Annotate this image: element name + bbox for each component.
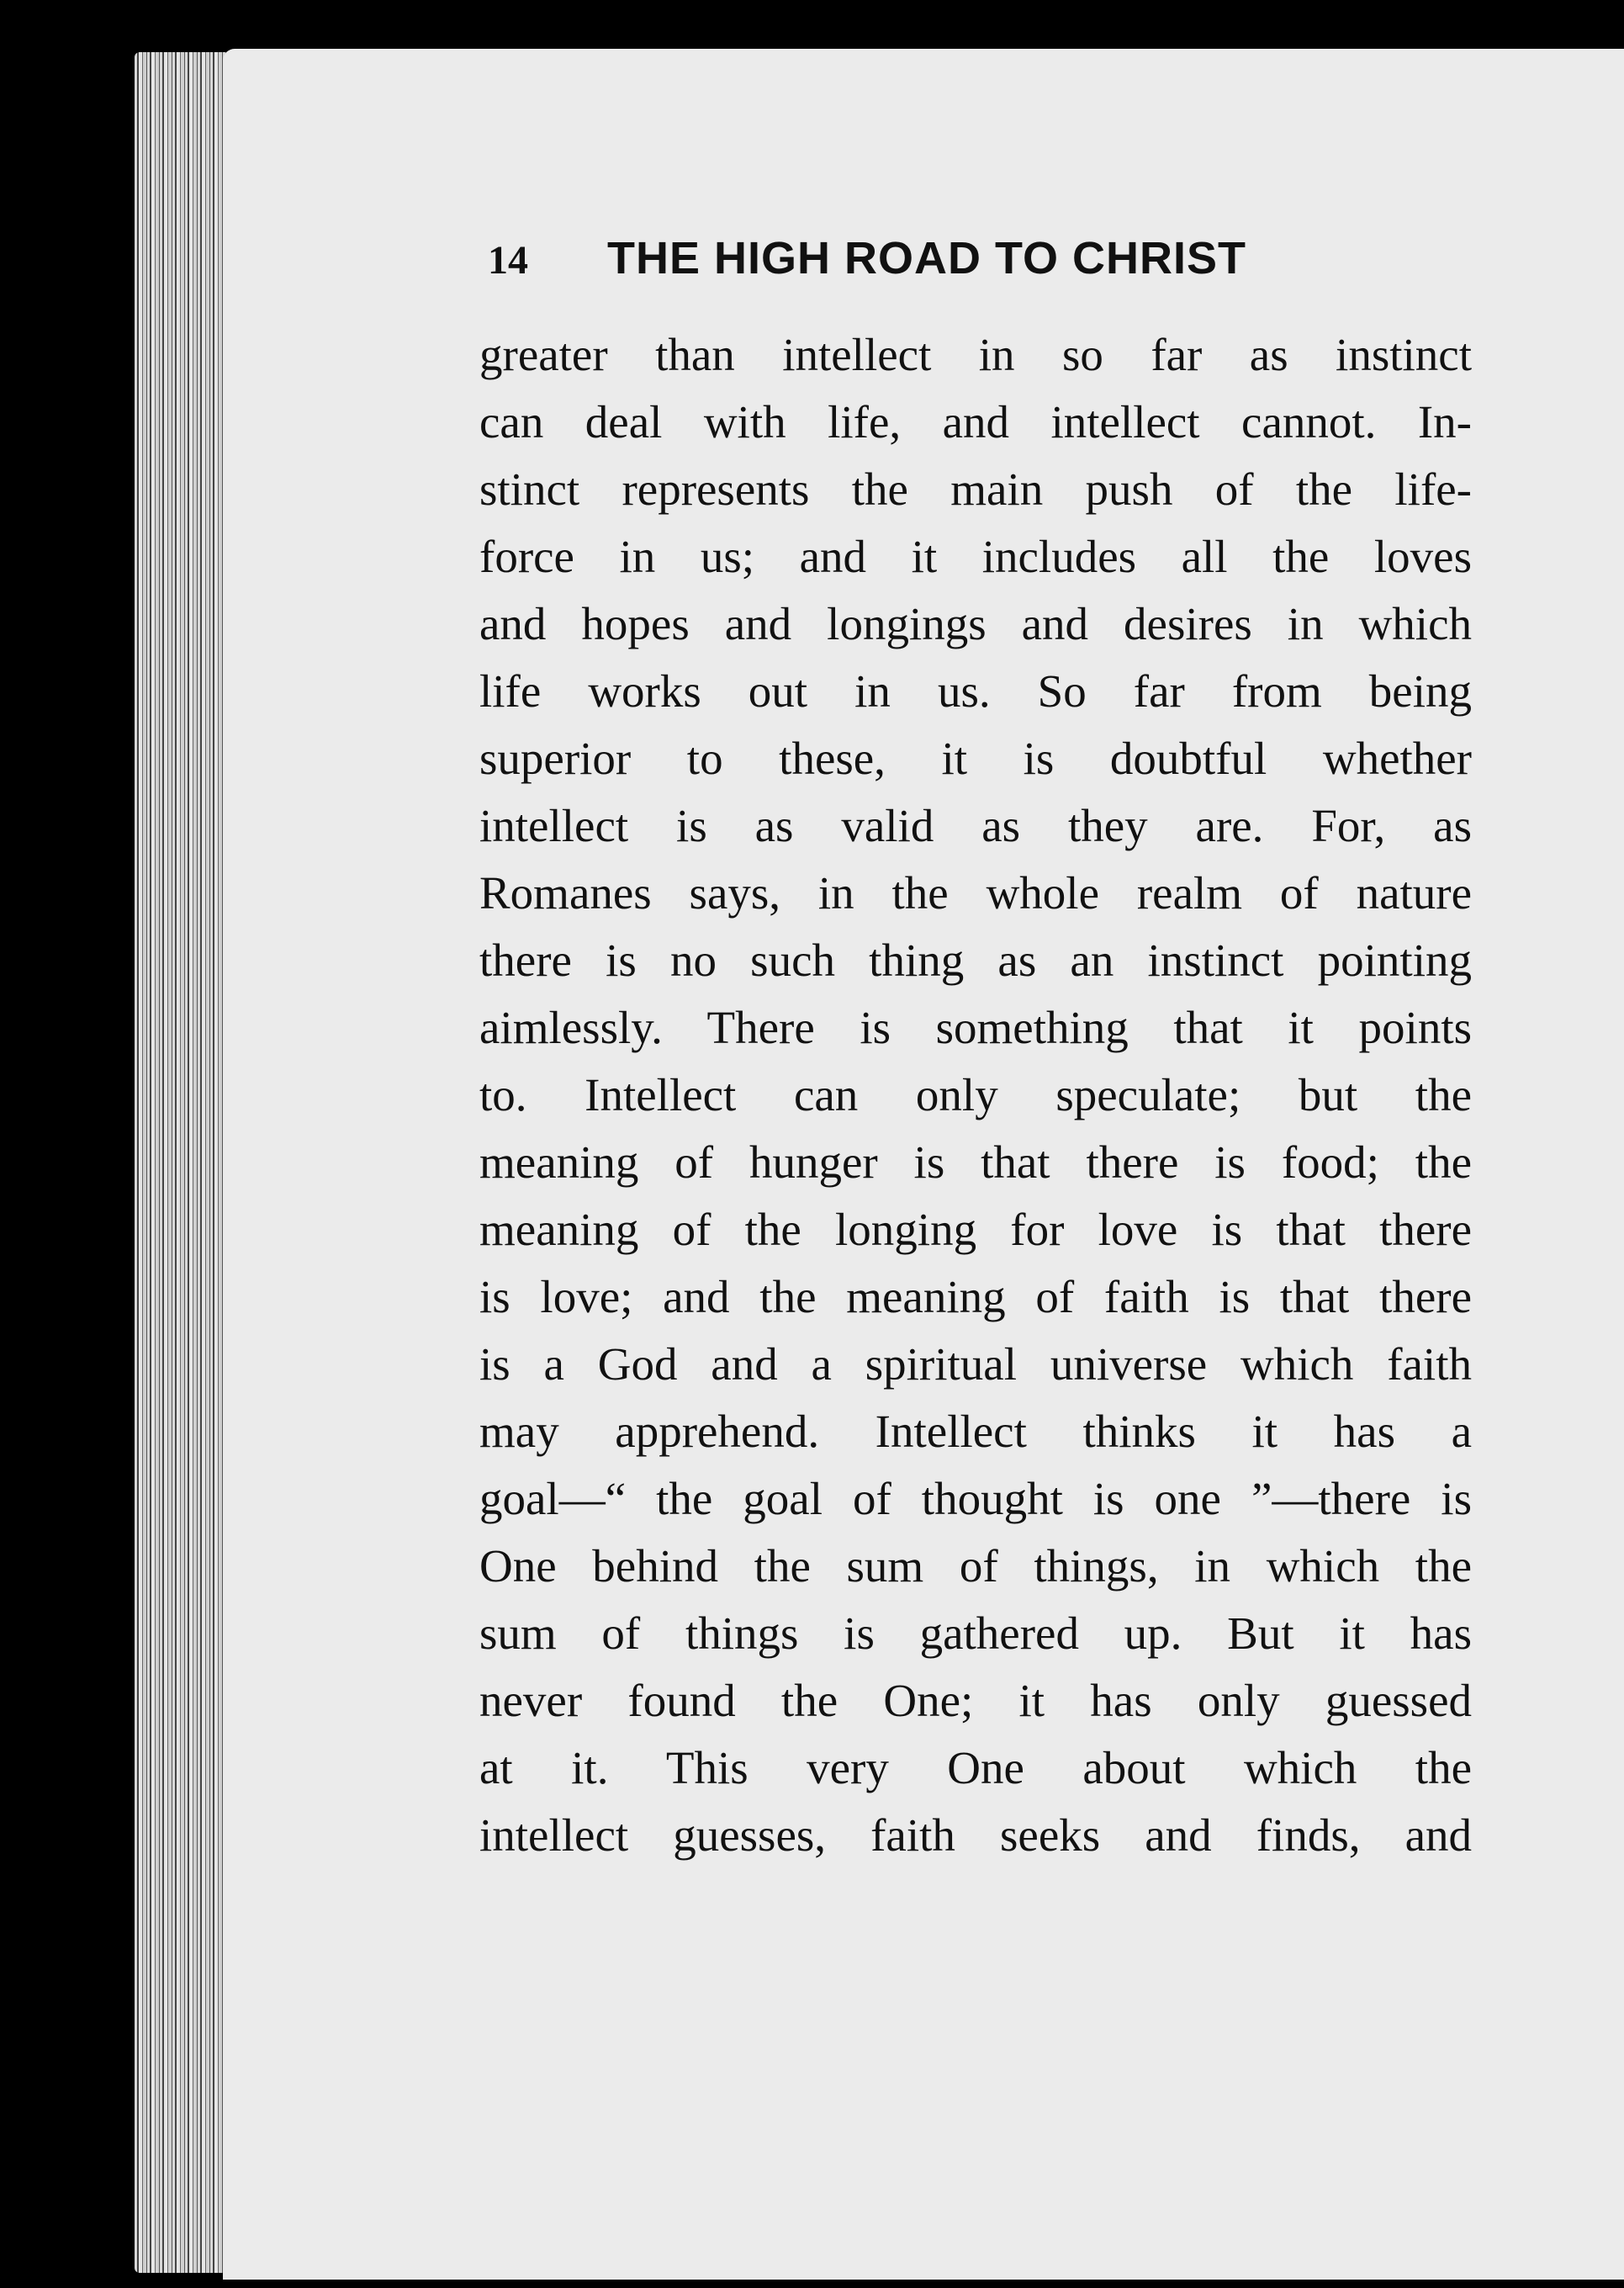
text-line: stinct represents the main push of the life-: [479, 463, 1472, 515]
text-line: at it. This very One about which the: [479, 1742, 1472, 1793]
book-page-edges: [135, 52, 235, 2273]
text-line: Romanes says, in the whole realm of nature: [479, 867, 1472, 919]
text-line: meaning of hunger is that there is food; the: [479, 1136, 1472, 1188]
body-text: [479, 321, 1472, 1869]
text-line: and hopes and longings and desires in which: [479, 598, 1472, 649]
text-line: to. Intellect can only speculate; but the: [479, 1069, 1472, 1120]
text-line: intellect is as valid as they are. For, as: [479, 800, 1472, 851]
page-number: 14: [488, 238, 528, 283]
text-line: is love; and the meaning of faith is that there: [479, 1271, 1472, 1322]
text-line: greater than intellect in so far as instinct: [479, 329, 1472, 380]
text-line: may apprehend. Intellect thinks it has a: [479, 1406, 1472, 1457]
text-line: is a God and a spiritual universe which faith: [479, 1338, 1472, 1390]
text-line: intellect guesses, faith seeks and finds, and: [479, 1809, 1472, 1861]
text-line: life works out in us. So far from being: [479, 665, 1472, 717]
text-line: aimlessly. There is something that it points: [479, 1002, 1472, 1053]
text-line: meaning of the longing for love is that there: [479, 1204, 1472, 1255]
text-line: superior to these, it is doubtful whether: [479, 733, 1472, 784]
text-line: can deal with life, and intellect cannot. In-: [479, 396, 1472, 448]
text-line: there is no such thing as an instinct pointing: [479, 935, 1472, 986]
text-line: One behind the sum of things, in which the: [479, 1540, 1472, 1592]
running-title: THE HIGH ROAD TO CHRIST: [607, 233, 1247, 283]
text-line: force in us; and it includes all the loves: [479, 531, 1472, 582]
text-line: goal—“ the goal of thought is one ”—there is: [479, 1473, 1472, 1524]
text-line: sum of things is gathered up. But it has: [479, 1607, 1472, 1659]
text-line: never found the One; it has only guessed: [479, 1675, 1472, 1726]
page-header: [488, 232, 1472, 291]
